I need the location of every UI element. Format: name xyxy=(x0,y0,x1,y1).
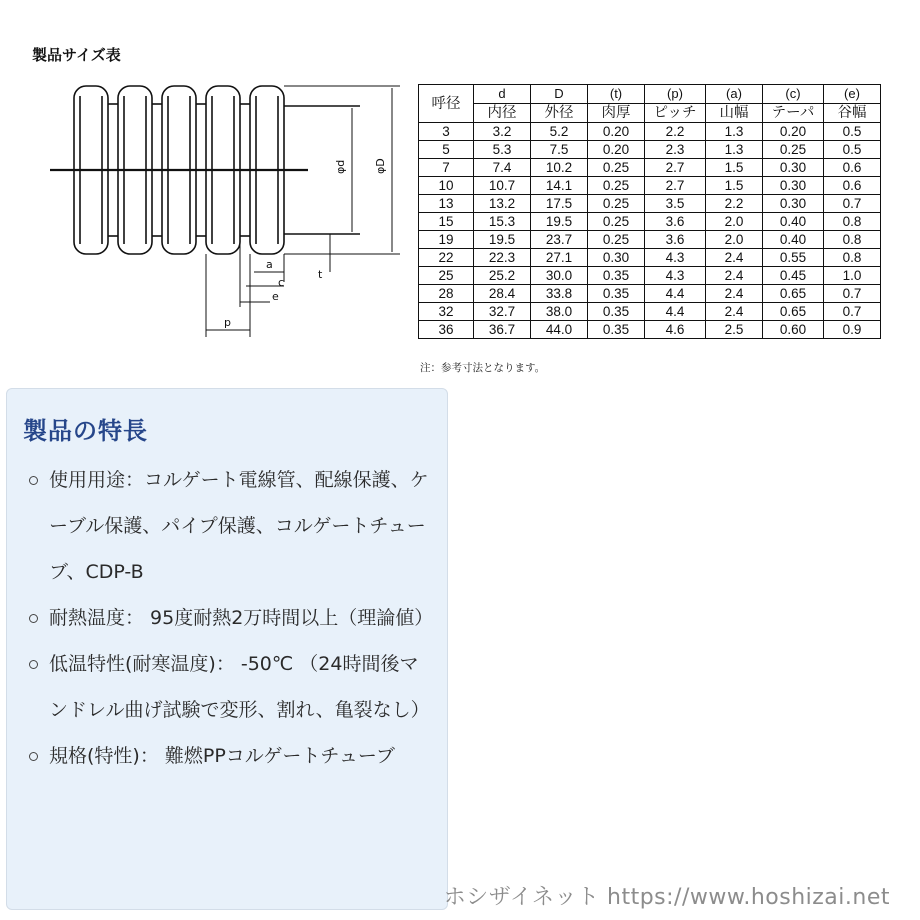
table-header-cell: 山幅 xyxy=(706,104,763,123)
table-header-cell: 谷幅 xyxy=(824,104,881,123)
table-row xyxy=(419,195,881,213)
feature-text: 使用用途：コルゲート電線管、配線保護、ケーブル保護、パイプ保護、コルゲートチューブ、CDP-B xyxy=(49,469,429,583)
table-cell: 0.35 xyxy=(588,285,645,303)
nominal-size-cell: 7 xyxy=(419,159,474,177)
table-header-cell: D xyxy=(531,85,588,104)
feature-text: 規格(特性)： 難燃PPコルゲートチューブ xyxy=(49,745,395,767)
nominal-size-cell: 22 xyxy=(419,249,474,267)
table-cell: 4.3 xyxy=(645,267,706,285)
table-header-cell: (a) xyxy=(706,85,763,104)
table-cell: 5.3 xyxy=(474,141,531,159)
list-item xyxy=(27,457,437,595)
table-cell: 2.5 xyxy=(706,321,763,339)
table-cell: 15.3 xyxy=(474,213,531,231)
features-panel xyxy=(6,388,448,910)
table-cell: 1.0 xyxy=(824,267,881,285)
table-cell: 10.7 xyxy=(474,177,531,195)
a-label: a xyxy=(266,258,273,271)
phi-d-label: φd xyxy=(334,159,347,174)
table-cell: 0.20 xyxy=(588,141,645,159)
t-label: t xyxy=(318,268,323,281)
table-cell: 4.6 xyxy=(645,321,706,339)
nominal-size-cell: 28 xyxy=(419,285,474,303)
list-item xyxy=(27,595,437,641)
table-cell: 2.4 xyxy=(706,267,763,285)
table-cell: 0.25 xyxy=(588,213,645,231)
feature-text: 低温特性(耐寒温度)： -50℃ （24時間後マンドレル曲げ試験で変形、割れ、亀裂なし） xyxy=(49,653,430,721)
table-cell: 10.2 xyxy=(531,159,588,177)
circle-bullet-icon xyxy=(29,614,38,623)
nominal-size-cell: 3 xyxy=(419,123,474,141)
table-cell: 19.5 xyxy=(474,231,531,249)
table-cell: 2.0 xyxy=(706,213,763,231)
table-cell: 0.6 xyxy=(824,159,881,177)
nominal-size-cell: 19 xyxy=(419,231,474,249)
table-cell: 0.30 xyxy=(763,177,824,195)
table-cell: 4.4 xyxy=(645,285,706,303)
features-title: 製品の特長 xyxy=(23,417,148,445)
table-cell: 44.0 xyxy=(531,321,588,339)
table-cell: 0.5 xyxy=(824,123,881,141)
table-cell: 0.8 xyxy=(824,231,881,249)
table-row xyxy=(419,159,881,177)
table-header-cell: 呼径 xyxy=(419,85,474,123)
table-cell: 32.7 xyxy=(474,303,531,321)
table-cell: 2.7 xyxy=(645,159,706,177)
circle-bullet-icon xyxy=(29,660,38,669)
table-cell: 0.30 xyxy=(763,159,824,177)
table-row xyxy=(419,249,881,267)
table-cell: 0.6 xyxy=(824,177,881,195)
table-cell: 30.0 xyxy=(531,267,588,285)
table-cell: 0.65 xyxy=(763,285,824,303)
table-cell: 0.25 xyxy=(763,141,824,159)
table-row xyxy=(419,141,881,159)
phi-D-label: φD xyxy=(374,158,387,174)
table-cell: 27.1 xyxy=(531,249,588,267)
table-cell: 0.45 xyxy=(763,267,824,285)
feature-text: 耐熱温度： 95度耐熱2万時間以上（理論値） xyxy=(49,607,434,629)
list-item xyxy=(27,733,437,779)
table-cell: 1.5 xyxy=(706,177,763,195)
table-cell: 0.7 xyxy=(824,285,881,303)
table-cell: 0.20 xyxy=(763,123,824,141)
table-cell: 2.3 xyxy=(645,141,706,159)
table-cell: 2.7 xyxy=(645,177,706,195)
table-cell: 17.5 xyxy=(531,195,588,213)
table-row xyxy=(419,267,881,285)
table-cell: 0.25 xyxy=(588,159,645,177)
table-cell: 28.4 xyxy=(474,285,531,303)
table-cell: 2.4 xyxy=(706,249,763,267)
table-cell: 0.65 xyxy=(763,303,824,321)
table-cell: 0.5 xyxy=(824,141,881,159)
table-cell: 25.2 xyxy=(474,267,531,285)
table-cell: 0.30 xyxy=(588,249,645,267)
table-row xyxy=(419,303,881,321)
table-cell: 1.5 xyxy=(706,159,763,177)
corrugated-tube-diagram xyxy=(40,72,410,352)
table-header-row xyxy=(419,85,881,104)
table-cell: 0.60 xyxy=(763,321,824,339)
table-cell: 7.5 xyxy=(531,141,588,159)
table-cell: 0.25 xyxy=(588,177,645,195)
site-watermark: ホシザイネット https://www.hoshizai.net xyxy=(443,885,890,910)
table-cell: 0.7 xyxy=(824,303,881,321)
circle-bullet-icon xyxy=(29,752,38,761)
table-cell: 2.2 xyxy=(645,123,706,141)
table-cell: 1.3 xyxy=(706,141,763,159)
size-table-title: 製品サイズ表 xyxy=(32,46,121,64)
table-cell: 0.25 xyxy=(588,195,645,213)
table-cell: 0.7 xyxy=(824,195,881,213)
table-cell: 0.30 xyxy=(763,195,824,213)
table-header-cell: ピッチ xyxy=(645,104,706,123)
table-cell: 3.6 xyxy=(645,213,706,231)
table-header-cell: 内径 xyxy=(474,104,531,123)
table-cell: 19.5 xyxy=(531,213,588,231)
table-cell: 0.8 xyxy=(824,249,881,267)
table-cell: 4.3 xyxy=(645,249,706,267)
nominal-size-cell: 13 xyxy=(419,195,474,213)
table-cell: 0.40 xyxy=(763,231,824,249)
table-header-cell: 外径 xyxy=(531,104,588,123)
table-cell: 3.6 xyxy=(645,231,706,249)
list-item xyxy=(27,641,437,733)
table-header-cell: (t) xyxy=(588,85,645,104)
table-row xyxy=(419,177,881,195)
table-cell: 13.2 xyxy=(474,195,531,213)
table-note: 注：参考寸法となります。 xyxy=(420,362,546,374)
table-cell: 2.4 xyxy=(706,285,763,303)
table-cell: 7.4 xyxy=(474,159,531,177)
nominal-size-cell: 36 xyxy=(419,321,474,339)
table-cell: 5.2 xyxy=(531,123,588,141)
nominal-size-cell: 5 xyxy=(419,141,474,159)
table-cell: 36.7 xyxy=(474,321,531,339)
feature-list xyxy=(27,457,437,779)
table-cell: 2.0 xyxy=(706,231,763,249)
table-cell: 1.3 xyxy=(706,123,763,141)
table-cell: 0.35 xyxy=(588,321,645,339)
table-cell: 2.4 xyxy=(706,303,763,321)
table-cell: 0.35 xyxy=(588,267,645,285)
c-label: c xyxy=(278,276,285,289)
nominal-size-cell: 15 xyxy=(419,213,474,231)
circle-bullet-icon xyxy=(29,476,38,485)
table-cell: 22.3 xyxy=(474,249,531,267)
table-cell: 23.7 xyxy=(531,231,588,249)
table-cell: 0.8 xyxy=(824,213,881,231)
table-cell: 0.40 xyxy=(763,213,824,231)
table-row xyxy=(419,231,881,249)
nominal-size-cell: 10 xyxy=(419,177,474,195)
table-row xyxy=(419,123,881,141)
table-header-cell: (c) xyxy=(763,85,824,104)
table-cell: 0.25 xyxy=(588,231,645,249)
table-cell: 0.35 xyxy=(588,303,645,321)
table-header-cell: (p) xyxy=(645,85,706,104)
e-label: e xyxy=(272,290,279,303)
table-cell: 33.8 xyxy=(531,285,588,303)
nominal-size-cell: 25 xyxy=(419,267,474,285)
table-cell: 4.4 xyxy=(645,303,706,321)
table-cell: 3.2 xyxy=(474,123,531,141)
table-header-row xyxy=(419,104,881,123)
table-cell: 38.0 xyxy=(531,303,588,321)
table-cell: 2.2 xyxy=(706,195,763,213)
p-label: p xyxy=(224,316,231,329)
nominal-size-cell: 32 xyxy=(419,303,474,321)
table-row xyxy=(419,285,881,303)
table-cell: 0.20 xyxy=(588,123,645,141)
table-cell: 14.1 xyxy=(531,177,588,195)
table-cell: 0.55 xyxy=(763,249,824,267)
table-row xyxy=(419,213,881,231)
size-table xyxy=(418,84,881,339)
table-row xyxy=(419,321,881,339)
table-header-cell: テーパ xyxy=(763,104,824,123)
table-header-cell: (e) xyxy=(824,85,881,104)
table-header-cell: d xyxy=(474,85,531,104)
table-cell: 0.9 xyxy=(824,321,881,339)
table-header-cell: 肉厚 xyxy=(588,104,645,123)
table-cell: 3.5 xyxy=(645,195,706,213)
